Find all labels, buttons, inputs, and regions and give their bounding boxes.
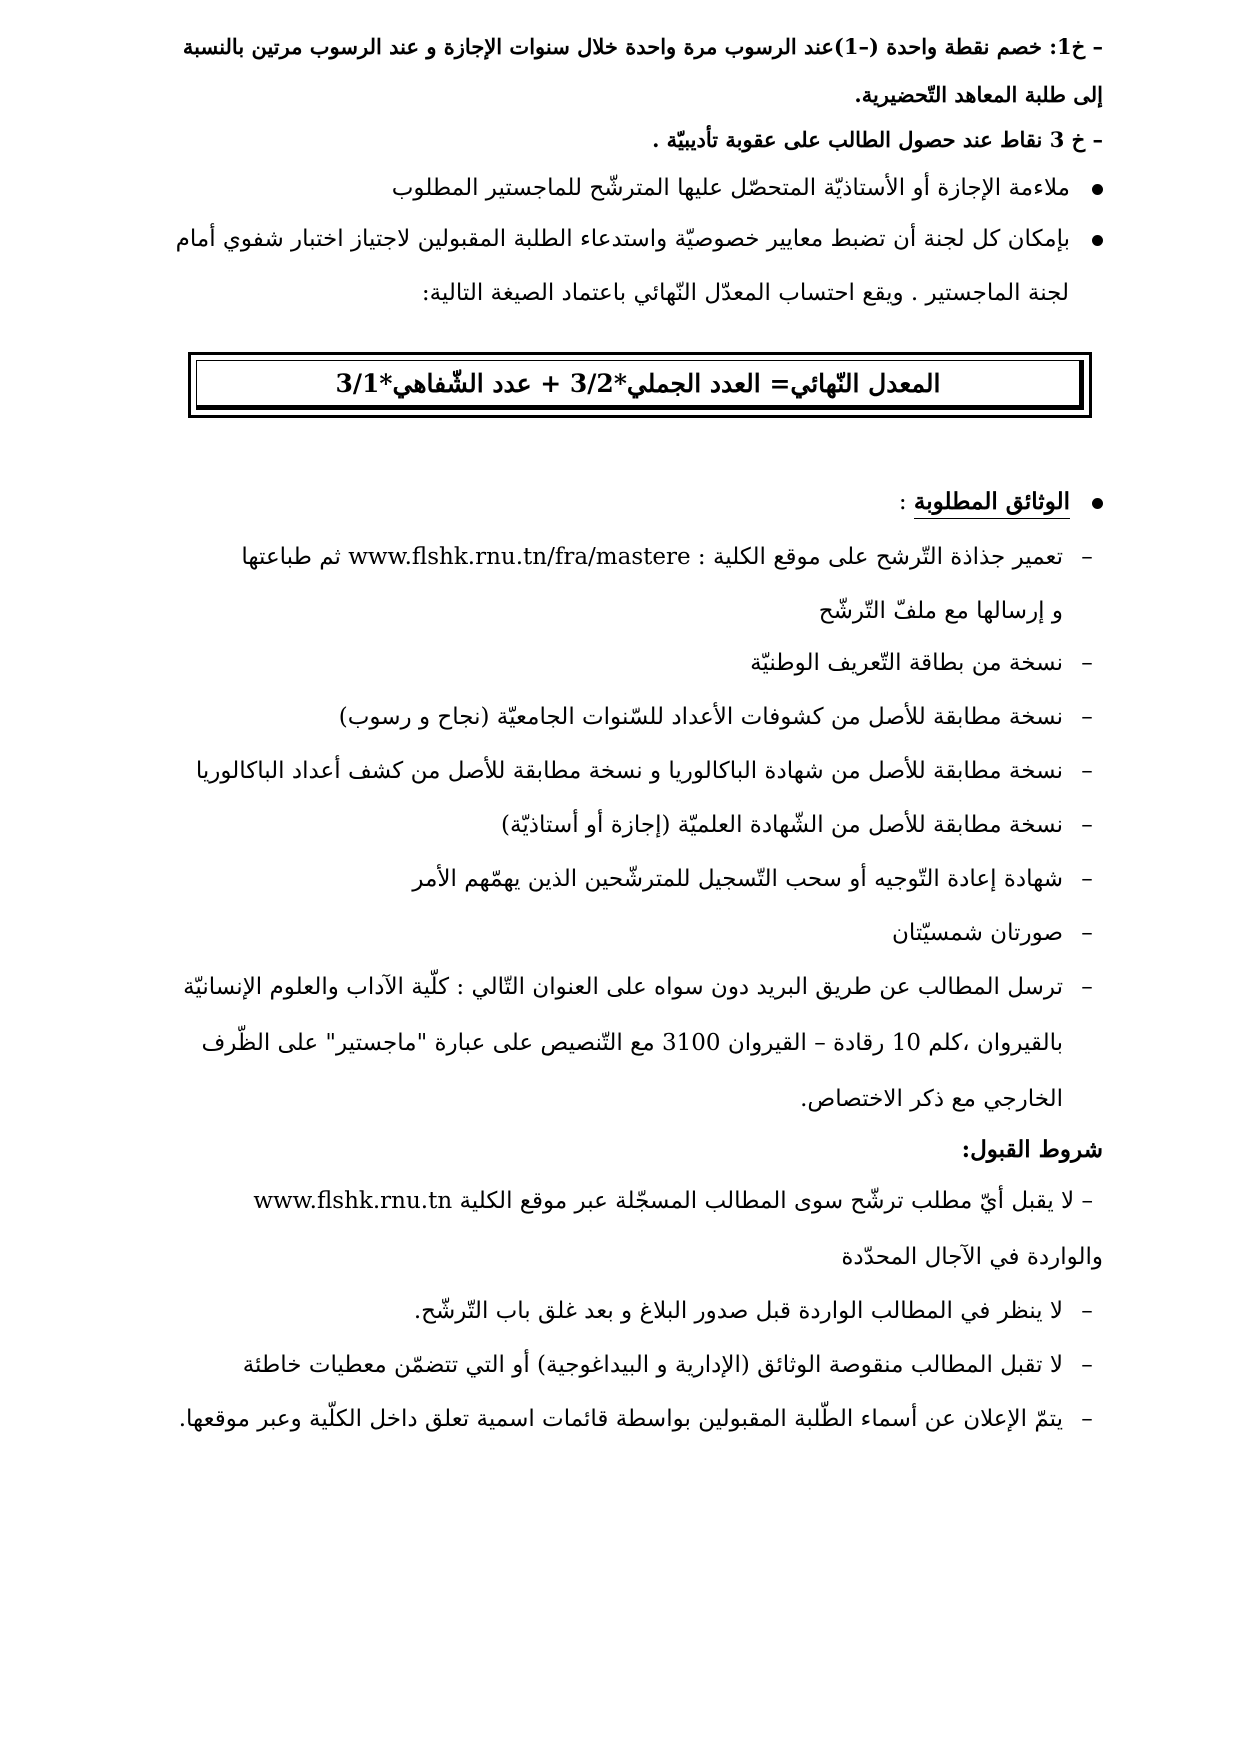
document-item-text: شهادة إعادة التّوجيه أو سحب التّسجيل للمترشّحين الذين يهمّهم الأمر bbox=[412, 866, 1063, 892]
admission-item bbox=[120, 1406, 1103, 1432]
document-item-text: نسخة مطابقة للأصل من شهادة الباكالوريا و نسخة مطابقة للأصل من كشف أعداد الباكالوريا bbox=[195, 758, 1063, 784]
criteria-bullet-1-text: ملاءمة الإجازة أو الأستاذيّة المتحصّل عليها المترشّح للماجستير المطلوب bbox=[391, 175, 1070, 201]
admission-item bbox=[120, 1352, 1103, 1378]
documents-heading: الوثائق المطلوبة bbox=[914, 488, 1070, 519]
penalty-line-3: – خ 3 نقاط عند حصول الطالب على عقوبة تأديبيّة . bbox=[652, 127, 1103, 152]
document-item-text: صورتان شمسيّتان bbox=[892, 920, 1063, 946]
bullet-icon bbox=[1070, 489, 1103, 515]
document-item-text: نسخة مطابقة للأصل من الشّهادة العلميّة (إجازة أو أستاذيّة) bbox=[501, 812, 1063, 838]
document-item-mail-text: ترسل المطالب عن طريق البريد دون سواه على العنوان التّالي : كلّية الآداب والعلوم الإنسانيّة bbox=[183, 974, 1063, 1000]
document-item bbox=[120, 650, 1103, 676]
document-item bbox=[120, 866, 1103, 892]
admission-paragraph-1: – لا يقبل أيّ مطلب ترشّح سوى المطالب المسجّلة عبر موقع الكلية www.flshk.rnu.tn bbox=[253, 1188, 1093, 1214]
document-item bbox=[120, 758, 1103, 784]
document-item-text: نسخة من بطاقة التّعريف الوطنيّة bbox=[750, 650, 1063, 676]
criteria-bullet-2 bbox=[120, 226, 1103, 252]
admission-item-text: لا تقبل المطالب منقوصة الوثائق (الإدارية و البيداغوجية) أو التي تتضمّن معطيات خاطئة bbox=[242, 1352, 1063, 1378]
documents-heading-row bbox=[120, 488, 1103, 515]
document-item-mail-cont-2: الخارجي مع ذكر الاختصاص. bbox=[800, 1086, 1063, 1112]
penalty-line-1: – خ1: خصم نقطة واحدة (–1)عند الرسوب مرة واحدة خلال سنوات الإجازة و عند الرسوب مرتين بالنسبة bbox=[182, 34, 1103, 59]
document-item-mail bbox=[120, 974, 1103, 1000]
documents-heading-colon: : bbox=[898, 489, 907, 515]
admission-item-text: لا ينظر في المطالب الواردة قبل صدور البلاغ و بعد غلق باب التّرشّح. bbox=[413, 1298, 1063, 1324]
penalty-line-2: إلى طلبة المعاهد التّحضيرية. bbox=[854, 82, 1103, 107]
document-item bbox=[120, 920, 1103, 946]
document-item bbox=[120, 812, 1103, 838]
admission-heading: شروط القبول: bbox=[961, 1136, 1103, 1163]
admission-item-text: يتمّ الإعلان عن أسماء الطّلبة المقبولين بواسطة قائمات اسمية تعلق داخل الكلّية وعبر موقعها. bbox=[178, 1406, 1063, 1432]
document-item-form-cont: و إرسالها مع ملفّ التّرشّح bbox=[818, 598, 1063, 624]
document-item-mail-cont-1: بالقيروان ،كلم 10 رقادة – القيروان 3100 مع التّنصيص على عبارة "ماجستير" على الظّرف bbox=[201, 1030, 1063, 1056]
bullet-icon bbox=[1070, 175, 1103, 201]
document-item-form-text: تعمير جذاذة التّرشح على موقع الكلية : www.flshk.rnu.tn/fra/mastere ثم طباعتها bbox=[241, 544, 1063, 570]
admission-item bbox=[120, 1298, 1103, 1324]
formula-text: المعدل النّهائي= العدد الجملي*3/2 + عدد الشّفاهي*3/1 bbox=[196, 360, 1084, 410]
criteria-bullet-2-text: بإمكان كل لجنة أن تضبط معايير خصوصيّة واستدعاء الطلبة المقبولين لاجتياز اختبار شفوي أمام bbox=[175, 226, 1070, 252]
document-item-form bbox=[120, 544, 1103, 570]
bullet-icon bbox=[1070, 226, 1103, 252]
admission-paragraph-1-cont: والواردة في الآجال المحدّدة bbox=[841, 1244, 1103, 1270]
criteria-bullet-2-cont: لجنة الماجستير . ويقع احتساب المعدّل النّهائي باعتماد الصيغة التالية: bbox=[421, 280, 1069, 306]
formula-box bbox=[188, 352, 1092, 418]
document-item-text: نسخة مطابقة للأصل من كشوفات الأعداد للسّنوات الجامعيّة (نجاح و رسوب) bbox=[338, 704, 1063, 730]
document-item bbox=[120, 704, 1103, 730]
criteria-bullet-1 bbox=[120, 175, 1103, 201]
